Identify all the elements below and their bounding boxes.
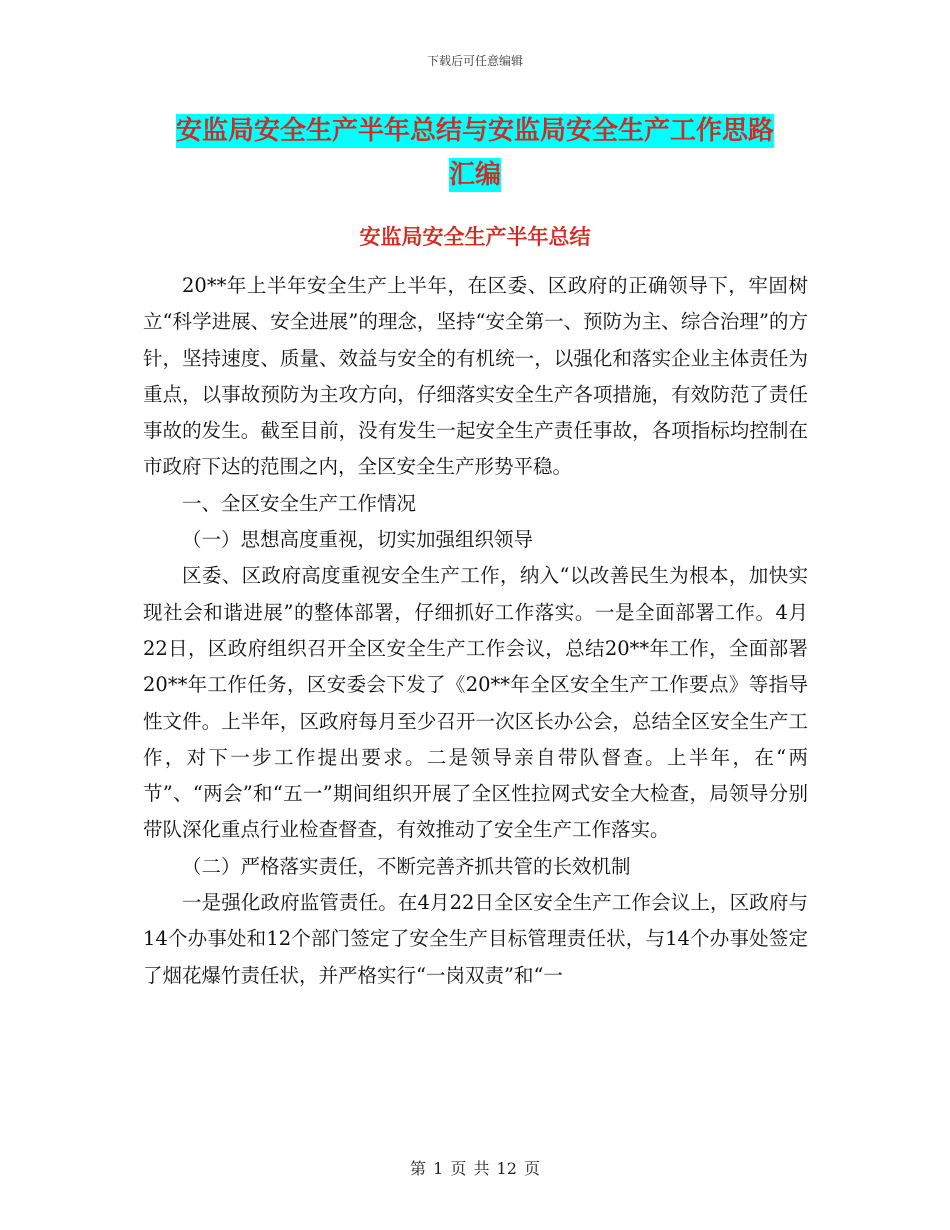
document-title-line-2 (140, 150, 810, 200)
heading-level-1: 一、全区安全生产工作情况 (182, 491, 417, 515)
page-footer: 第 1 页 共 12 页 (410, 1159, 540, 1178)
paragraph: 20**年上半年安全生产上半年，在区委、区政府的正确领导下，牢固树立“科学进展、安全进展”的理念，坚持“安全第一、预防为主、综合治理”的方针，坚持速度、质量、效益与安全的有机统一，以强化和落实企业主体责任为重点，以事故预防为主攻方向，仔细落实安全生产各项措施，有效防范了责任事故的发生。截至目前，没有发生一起安全生产责任事故，各项指标均控制在市政府下达的范围之内，全区安全生产形势平稳。 (143, 274, 808, 479)
heading-level-2: （二）严格落实责任，不断完善齐抓共管的长效机制 (182, 854, 631, 878)
section-title: 安监局安全生产半年总结 (359, 224, 591, 249)
paragraph: 区委、区政府高度重视安全生产工作，纳入“以改善民生为根本，加快实现社会和谐进展”的整体部署，仔细抓好工作落实。一是全面部署工作。4月22日，区政府组织召开全区安全生产工作会议，总结20**年工作，全面部署20**年工作任务，区安委会下发了《20**年全区安全生产工作要点》等指导性文件。上半年，区政府每月至少召开一次区长办公会，总结全区安全生产工作，对下一步工作提出要求。二是领导亲自带队督查。上半年，在“两节”、“两会”和“五一”期间组织开展了全区性拉网式安全大检查，局领导分别带队深化重点行业检查督查，有效推动了安全生产工作落实。 (143, 564, 808, 842)
heading-level-2: （一）思想高度重视，切实加强组织领导 (182, 528, 534, 552)
title-highlight: 汇编 (448, 160, 501, 190)
paragraph: 一是强化政府监管责任。在4月22日全区安全生产工作会议上，区政府与14个办事处和12个部门签定了安全生产目标管理责任状，与14个办事处签定了烟花爆竹责任状，并严格实行“一岗双责”和“一 (143, 891, 808, 987)
document-body (143, 268, 808, 994)
title-highlight: 安监局安全生产半年总结与安监局安全生产工作思路 (175, 116, 774, 146)
header-note: 下载后可任意编辑 (426, 54, 523, 68)
document-title-line-1 (140, 106, 810, 156)
